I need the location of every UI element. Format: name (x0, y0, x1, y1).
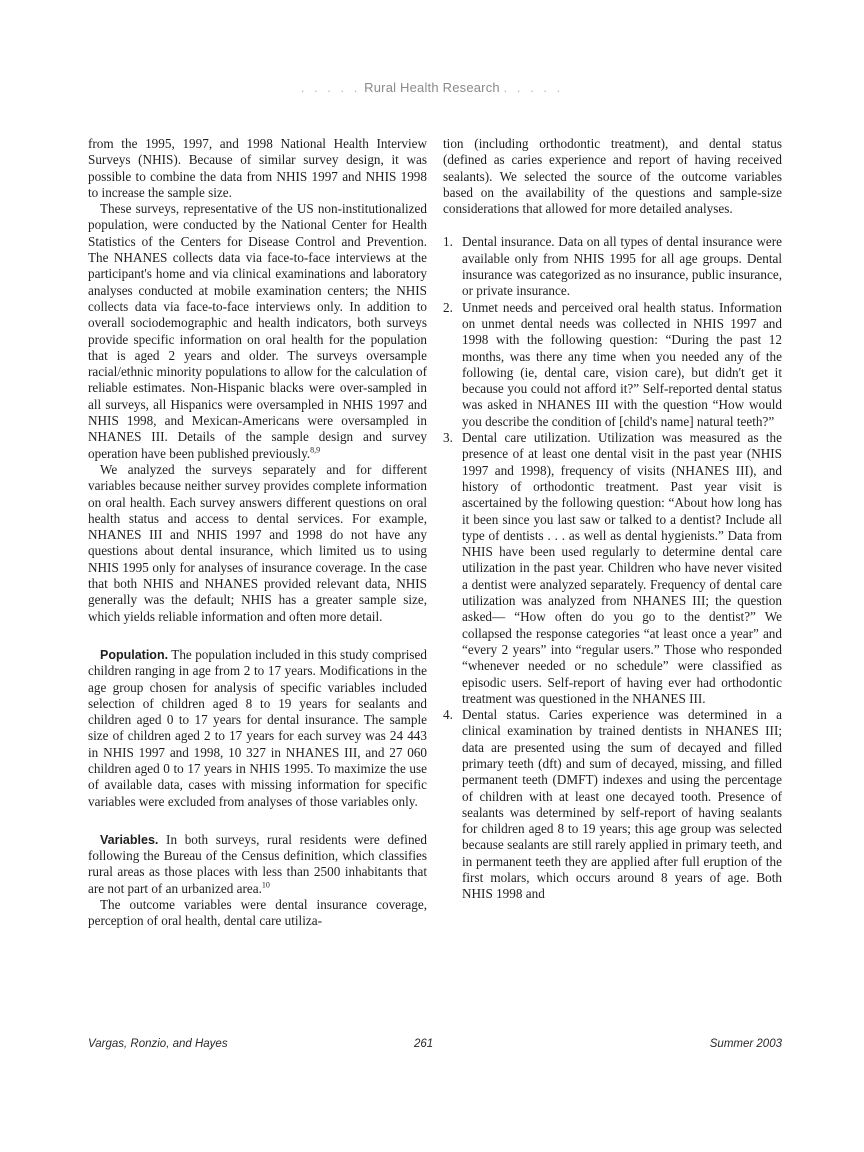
outcome-variable-list (443, 234, 782, 902)
list-item-text: Dental care utilization. Utilization was measured as the presence of at least one dental visit in the past year (NHIS 1997 and 1998), frequency of visits (NHANES III), and history of orthodontic treatment. Past year visit is ascertained by the following question: “About how long has it been since you last saw or talked to a dentist? Include all type of dentists . . . as well as dental hygienists.” Data from NHIS have been used regularly to determine dental care utilization in the past year. Children who have never visited a dentist were analyzed separately. Frequency of dental care utilization was analyzed from NHANES III; the question asked— “How often do you go to the dentist?” We collapsed the response categories “at least once a year” and “every 2 years” into “regular users.” Those who responded “whenever needed or no schedule” were classified as episodic users. Self-report of having ever had orthodontic treatment was questioned in the NHANES III. (462, 430, 782, 706)
list-item (443, 707, 782, 903)
list-number: 1. (443, 234, 453, 250)
journal-title: Rural Health Research (364, 80, 500, 95)
list-number: 3. (443, 430, 453, 446)
paragraph-text: The population included in this study comprised children ranging in age from 2 to 17 years. Modifications in the age group chosen for analysis of specific variables included selection of children aged 8 to 19 years for sealants and children aged 0 to 17 years for dental insurance. The sample size of children aged 2 to 17 years for each survey was 24 443 in NHIS 1997 and 1998, 10 327 in NHANES III, and 27 060 children aged 0 to 17 years in NHIS 1995. To maximize the use of available data, cases with missing information for specific variables were excluded from analyses of those variables only. (88, 646, 428, 809)
right-column (443, 136, 782, 903)
paragraph: from the 1995, 1997, and 1998 National Health Interview Surveys (NHIS). Because of similar survey design, it was possible to combine the data from NHIS 1997 and NHIS 1998 to increase the sample size. (88, 136, 427, 200)
header-dots-right: . . . . . (503, 80, 564, 95)
header-dots-left: . . . . . (300, 80, 361, 95)
paragraph-text: These surveys, representative of the US non-institutionalized population, were conducted by the National Center for Health Statistics of the Centers for Disease Control and Prevention. The NHANES collects data via face-to-face interviews at the participant's home and via clinical examinations and laboratory analyses conducted at mobile examination centers; the NHIS collects data via face-to-face interviews only. In addition to overall sociodemographic and health indicators, both surveys provide specific information on oral health for the population that is aged 2 years and older. The surveys oversample racial/ethnic minority populations to allow for the calculation of reliable estimates. Non-Hispanic blacks were over-sampled in all surveys, all Hispanics were oversampled in NHIS 1997 and NHIS 1998, and Mexican-Americans were oversampled in NHANES III. Details of the sample design and survey operation have been published previously. (88, 201, 427, 461)
list-number: 4. (443, 707, 453, 723)
list-item-text: Dental status. Caries experience was determined in a clinical examination by trained dentists in NHANES III; data are presented using the sum of decayed and filled primary teeth (dft) and sum of decayed, missing, and filled permanent teeth (DMFT) indexes and using the percentage of children with at least one decayed tooth. Presence of sealants was determined by self-report of having sealants for children aged 8 to 19 years; this age group was selected because sealants are still rarely applied in primary teeth, and in permanent teeth they are applied after full eruption of the first molars, which occurs around 8 years of age. Both NHIS 1998 and (462, 707, 782, 902)
paragraph (88, 201, 427, 462)
population-section (88, 647, 427, 810)
citation-ref: 10 (261, 880, 270, 890)
list-item (443, 430, 782, 707)
footer-authors: Vargas, Ronzio, and Hayes (88, 1038, 228, 1050)
paragraph: We analyzed the surveys separately and for different variables because neither survey provides complete information on oral health. Each survey answers different questions on oral health status and access to dental services. For example, NHANES III and NHIS 1997 and 1998 do not have any questions about dental insurance, which limited us to using NHIS 1995 only for analyses of insurance coverage. In the case that both NHIS and NHANES provided relevant data, NHIS generally was the default; NHIS has a greater sample size, which yields reliable information and often more detail. (88, 461, 427, 624)
footer-issue: Summer 2003 (709, 1038, 782, 1050)
page-footer (88, 1038, 782, 1054)
variables-section (88, 832, 427, 897)
section-heading-population: Population. (100, 647, 169, 662)
section-heading-variables: Variables. (100, 832, 159, 847)
paragraph: tion (including orthodontic treatment), and dental status (defined as caries experience and report of having received sealants). We selected the source of the outcome variables based on the availability of the questions and sample-size considerations that allowed for more detailed analyses. (443, 136, 782, 217)
list-item (443, 234, 782, 299)
citation-ref: 8,9 (310, 445, 321, 455)
paragraph-text: In both surveys, rural residents were defined following the Bureau of the Census definition, which classifies rural areas as those places with less than 2500 inhabitants that are not part of an urbanized area. (88, 831, 427, 896)
list-item-text: Dental insurance. Data on all types of dental insurance were available only from NHIS 1995 for all age groups. Dental insurance was categorized as no insurance, public insurance, or private insurance. (462, 234, 782, 299)
running-header (0, 80, 864, 95)
list-number: 2. (443, 299, 453, 315)
list-item-text: Unmet needs and perceived oral health status. Information on unmet dental needs was collected in NHIS 1997 and 1998 with the following question: “During the past 12 months, was there any time when you needed any of the following (ie, dental care, vision care), but didn't get it because you could not afford it?” Self-reported dental status was asked in NHANES III with the question “How would you describe the condition of [child's name] natural teeth?” (462, 299, 782, 429)
left-column (88, 136, 427, 930)
list-item (443, 300, 782, 430)
paragraph: The outcome variables were dental insurance coverage, perception of oral health, dental care utiliza- (88, 897, 427, 929)
page-number: 261 (414, 1038, 434, 1050)
